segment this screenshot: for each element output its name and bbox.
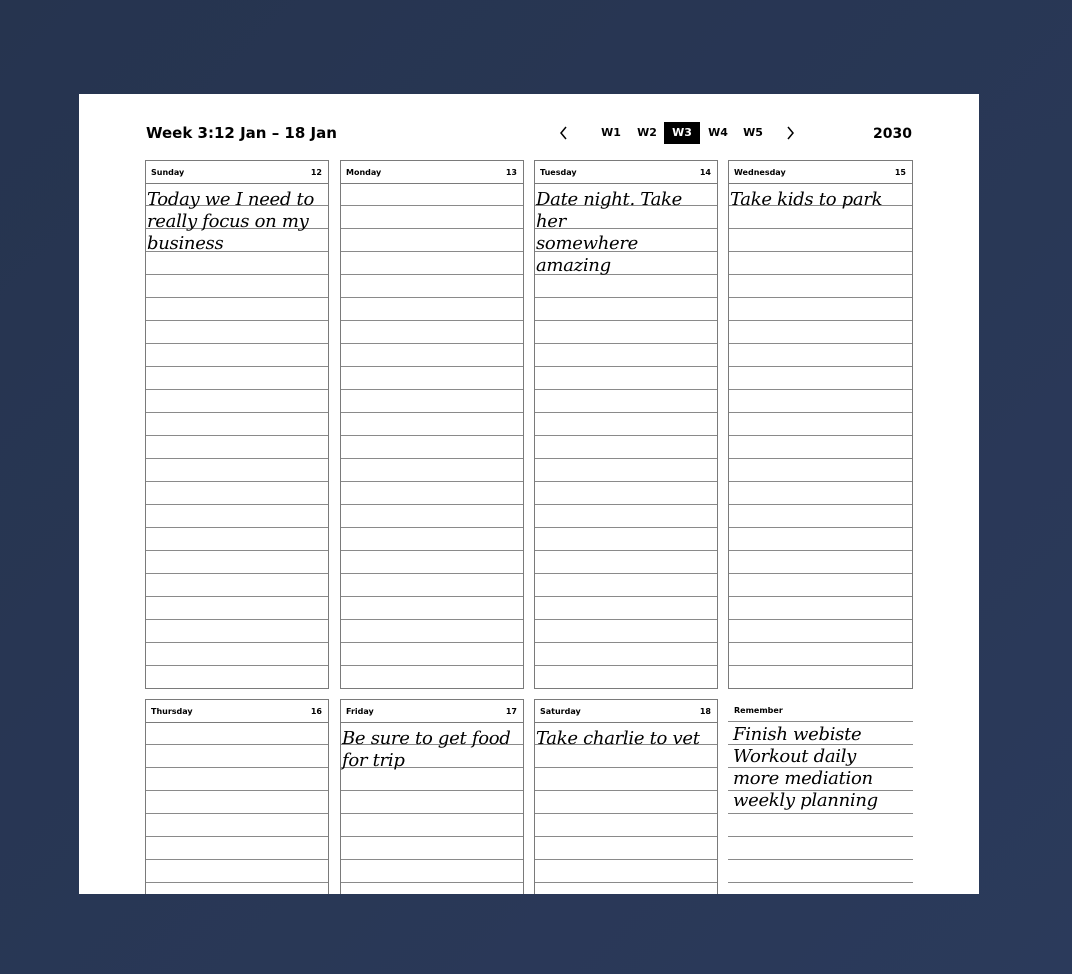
ruled-line [729,251,912,252]
ruled-line [146,882,328,883]
ruled-line [535,504,717,505]
day-number: 15 [894,168,906,177]
planner-page [79,94,979,894]
year-label: 2030 [873,126,912,142]
ruled-line [146,458,328,459]
ruled-line [146,527,328,528]
tab-week-2[interactable]: W2 [637,126,657,139]
ruled-line [535,435,717,436]
ruled-line [535,297,717,298]
day-name: Friday [346,707,374,716]
ruled-line [341,642,523,643]
day-number: 16 [310,707,322,716]
day-header [146,700,328,723]
ruled-line [535,550,717,551]
day-name: Tuesday [540,168,577,177]
ruled-line [729,343,912,344]
ruled-line [535,767,717,768]
day-header [146,161,328,184]
ruled-line [146,297,328,298]
ruled-line [535,412,717,413]
ruled-line [146,366,328,367]
ruled-line [146,320,328,321]
ruled-line [535,320,717,321]
ruled-line [729,389,912,390]
chevron-left-icon[interactable] [555,122,573,144]
tab-week-5[interactable]: W5 [743,126,763,139]
ruled-line [341,297,523,298]
ruled-line [535,859,717,860]
day-header [729,161,912,184]
ruled-line [535,642,717,643]
ruled-line [535,527,717,528]
day-name: Thursday [151,707,193,716]
day-box-sunday[interactable] [145,160,329,689]
ruled-line [341,458,523,459]
day-box-thursday[interactable] [145,699,329,894]
ruled-line [535,813,717,814]
ruled-line [535,573,717,574]
handwritten-note: Take kids to park [730,189,883,210]
ruled-line [341,813,523,814]
ruled-line [341,665,523,666]
chevron-right-icon[interactable] [781,122,799,144]
ruled-line [341,859,523,860]
ruled-line [146,767,328,768]
ruled-line [729,274,912,275]
handwritten-note: Finish webiste Workout daily more mediation weekly planning [733,724,878,811]
day-name: Saturday [540,707,581,716]
day-header [535,700,717,723]
ruled-line [729,573,912,574]
ruled-line [146,274,328,275]
ruled-line [146,481,328,482]
ruled-line [729,320,912,321]
ruled-line [146,665,328,666]
ruled-line [146,435,328,436]
day-number: 18 [699,707,711,716]
ruled-line [341,596,523,597]
day-box-friday[interactable] [340,699,524,894]
day-number: 13 [505,168,517,177]
ruled-line [729,504,912,505]
day-header [341,700,523,723]
day-box-saturday[interactable] [534,699,718,894]
ruled-line [146,619,328,620]
ruled-line [729,228,912,229]
ruled-line [341,412,523,413]
ruled-line [146,343,328,344]
ruled-line [341,389,523,390]
ruled-line [146,412,328,413]
handwritten-note: Take charlie to vet [536,728,700,749]
day-name: Sunday [151,168,185,177]
handwritten-note: Date night. Take her somewhere amazing [536,189,683,276]
ruled-line [729,665,912,666]
ruled-line [341,343,523,344]
day-box-wednesday[interactable] [728,160,913,689]
ruled-line [341,320,523,321]
ruled-line [146,573,328,574]
day-header [535,161,717,184]
ruled-line [728,859,913,860]
ruled-line [729,527,912,528]
ruled-line [341,619,523,620]
ruled-line [729,297,912,298]
ruled-line [729,619,912,620]
ruled-line [728,721,913,722]
ruled-line [729,458,912,459]
ruled-line [341,790,523,791]
ruled-line [729,642,912,643]
ruled-line [729,481,912,482]
tab-week-3[interactable]: W3 [664,122,700,144]
ruled-line [341,573,523,574]
tab-week-4[interactable]: W4 [708,126,728,139]
ruled-line [341,882,523,883]
ruled-line [341,251,523,252]
day-number: 17 [505,707,517,716]
ruled-line [341,366,523,367]
day-number: 14 [699,168,711,177]
page-title: Week 3:12 Jan – 18 Jan [146,124,337,142]
day-header [341,161,523,184]
ruled-line [341,527,523,528]
day-number: 12 [310,168,322,177]
ruled-line [146,550,328,551]
ruled-line [146,504,328,505]
handwritten-note: Today we I need to really focus on my business [147,189,315,254]
ruled-line [729,366,912,367]
ruled-line [535,389,717,390]
ruled-line [341,274,523,275]
remember-section[interactable] [728,700,913,894]
ruled-line [146,389,328,390]
day-box-tuesday[interactable] [534,160,718,689]
ruled-line [341,205,523,206]
ruled-line [535,458,717,459]
ruled-line [341,435,523,436]
ruled-line [535,665,717,666]
ruled-line [729,435,912,436]
ruled-line [729,412,912,413]
remember-label: Remember [734,706,783,715]
ruled-line [146,836,328,837]
ruled-line [535,343,717,344]
ruled-line [341,481,523,482]
ruled-line [341,836,523,837]
ruled-line [535,366,717,367]
ruled-line [535,596,717,597]
ruled-line [535,882,717,883]
day-box-monday[interactable] [340,160,524,689]
ruled-line [146,596,328,597]
ruled-line [341,228,523,229]
ruled-line [728,813,913,814]
ruled-line [341,504,523,505]
ruled-line [535,619,717,620]
day-name: Monday [346,168,382,177]
ruled-line [146,744,328,745]
ruled-line [728,882,913,883]
day-name: Wednesday [734,168,786,177]
ruled-line [535,836,717,837]
ruled-line [535,790,717,791]
ruled-line [535,481,717,482]
ruled-line [341,550,523,551]
ruled-line [728,836,913,837]
ruled-line [729,596,912,597]
tab-week-1[interactable]: W1 [601,126,621,139]
ruled-line [146,813,328,814]
ruled-line [729,550,912,551]
ruled-line [146,642,328,643]
ruled-line [146,790,328,791]
ruled-line [146,859,328,860]
handwritten-note: Be sure to get food for trip [342,728,511,771]
